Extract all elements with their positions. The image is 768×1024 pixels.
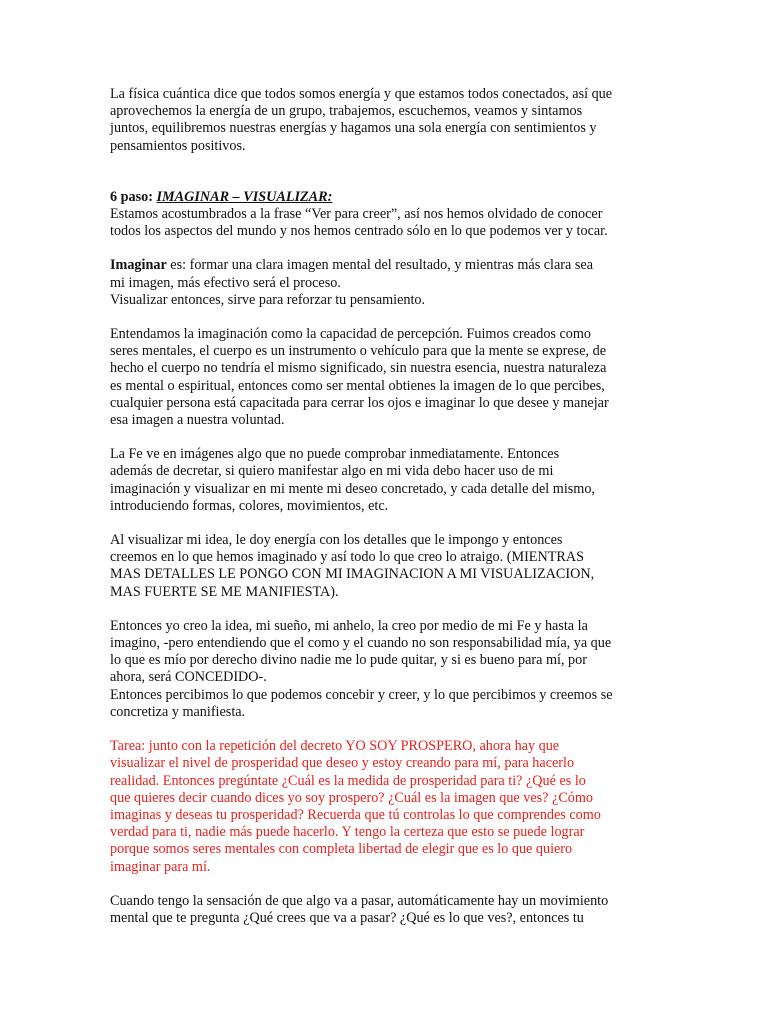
text-line: imaginación y visualizar en mi mente mi deseo concretado, y cada detalle del mismo, <box>110 480 595 497</box>
step-label: 6 paso: <box>110 188 157 205</box>
text-line: hecho el cuerpo no tendría el mismo significado, sin nuestra esencia, nuestra naturaleza <box>110 360 607 377</box>
text-line: MAS FUERTE SE ME MANIFIESTA). <box>110 583 339 600</box>
text-line: juntos, equilibremos nuestras energías y hagamos una sola energía con sentimientos y <box>110 120 597 137</box>
text-line: pensamientos positivos. <box>110 137 246 154</box>
text-line: visualizar el nivel de prosperidad que deseo y estoy creando para mí, para hacerlo <box>110 755 575 772</box>
text-line: cualquier persona está capacitada para cerrar los ojos e imaginar lo que desee y manejar <box>110 394 609 411</box>
text-line: Visualizar entonces, sirve para reforzar tu pensamiento. <box>110 291 426 308</box>
text-line: Entonces percibimos lo que podemos concebir y creer, y lo que percibimos y creemos se <box>110 686 613 703</box>
text-line: verdad para ti, nadie más puede hacerlo. Y tengo la certeza que esto se puede lograr <box>110 824 585 841</box>
step-title: IMAGINAR – VISUALIZAR: <box>156 188 333 205</box>
text-line: es mental o espiritual, entonces como ser mental obtienes la imagen de lo que percibes, <box>110 377 605 394</box>
text-line: La física cuántica dice que todos somos energía y que estamos todos conectados, así que <box>110 86 613 102</box>
text-line: todos los aspectos del mundo y nos hemos centrado sólo en lo que podemos ver y tocar. <box>110 223 608 240</box>
step-paragraph <box>110 189 662 241</box>
text-line: además de decretar, si quiero manifestar algo en mi vida debo hacer uso de mi <box>110 463 554 480</box>
intro-paragraph <box>110 86 662 155</box>
text-line: realidad. Entonces pregúntate ¿Cuál es la medida de prosperidad para ti? ¿Qué es lo <box>110 772 586 789</box>
text-line: Estamos acostumbrados a la frase “Ver para creer”, así nos hemos olvidado de conocer <box>110 206 603 223</box>
text-line: La Fe ve en imágenes algo que no puede comprobar inmediatamente. Entonces <box>110 446 560 463</box>
text-line: Entonces yo creo la idea, mi sueño, mi anhelo, la creo por medio de mi Fe y hasta la <box>110 617 588 634</box>
step-heading <box>110 189 662 206</box>
text-line: que quieres decir cuando dices yo soy prospero? ¿Cuál es la imagen que ves? ¿Cómo <box>110 789 594 806</box>
text-line: MAS DETALLES LE PONGO CON MI IMAGINACION A MI VISUALIZACION, <box>110 566 595 583</box>
text-line: aprovechemos la energía de un grupo, trabajemos, escuchemos, veamos y sintamos <box>110 103 583 120</box>
text-line <box>110 257 662 274</box>
text-line: introduciendo formas, colores, movimientos, etc. <box>110 497 389 514</box>
blank-line <box>110 172 662 189</box>
text-line: imaginar para mí. <box>110 858 211 875</box>
text-line: imaginas y deseas tu prosperidad? Recuerda que tú controlas lo que comprendes como <box>110 806 601 823</box>
visualizar-paragraph <box>110 532 662 601</box>
text-line: creemos en lo que hemos imaginado y así todo lo que creo lo atraigo. (MIENTRAS <box>110 549 584 566</box>
idea-paragraph <box>110 618 662 721</box>
text-line: ahora, será CONCEDIDO-. <box>110 669 267 686</box>
text-line: Cuando tengo la sensación de que algo va a pasar, automáticamente hay un movimiento <box>110 892 609 909</box>
text-line: Entendamos la imaginación como la capacidad de percepción. Fuimos creados como <box>110 326 592 343</box>
text-line: lo que es mío por derecho divino nadie me lo pude quitar, y si es bueno para mí, por <box>110 652 587 669</box>
sensacion-paragraph <box>110 893 662 927</box>
text-line: seres mentales, el cuerpo es un instrumento o vehículo para que la mente se exprese, de <box>110 343 606 360</box>
text-line: mi imagen, más efectivo será el proceso. <box>110 274 341 291</box>
text-line: Al visualizar mi idea, le doy energía con los detalles que le impongo y entonces <box>110 532 563 549</box>
text-line: mental que te pregunta ¿Qué crees que va a pasar? ¿Qué es lo que ves?, entonces tu <box>110 909 584 926</box>
imaginacion-paragraph <box>110 326 662 429</box>
text-line: porque somos seres mentales con completa libertad de elegir que es lo que quiero <box>110 841 573 858</box>
imaginar-term: Imaginar <box>110 257 167 274</box>
text-line: Tarea: junto con la repetición del decreto YO SOY PROSPERO, ahora hay que <box>110 738 560 755</box>
tarea-paragraph <box>110 738 662 876</box>
imaginar-definition: es: formar una clara imagen mental del resultado, y mientras más clara sea <box>166 257 593 274</box>
fe-paragraph <box>110 446 662 515</box>
text-line: concretiza y manifiesta. <box>110 703 246 720</box>
document-page <box>110 86 662 927</box>
text-line: esa imagen a nuestra voluntad. <box>110 412 285 429</box>
imaginar-paragraph <box>110 257 662 309</box>
text-line: imagino, -pero entendiendo que el como y el cuando no son responsabilidad mía, ya que <box>110 635 612 652</box>
